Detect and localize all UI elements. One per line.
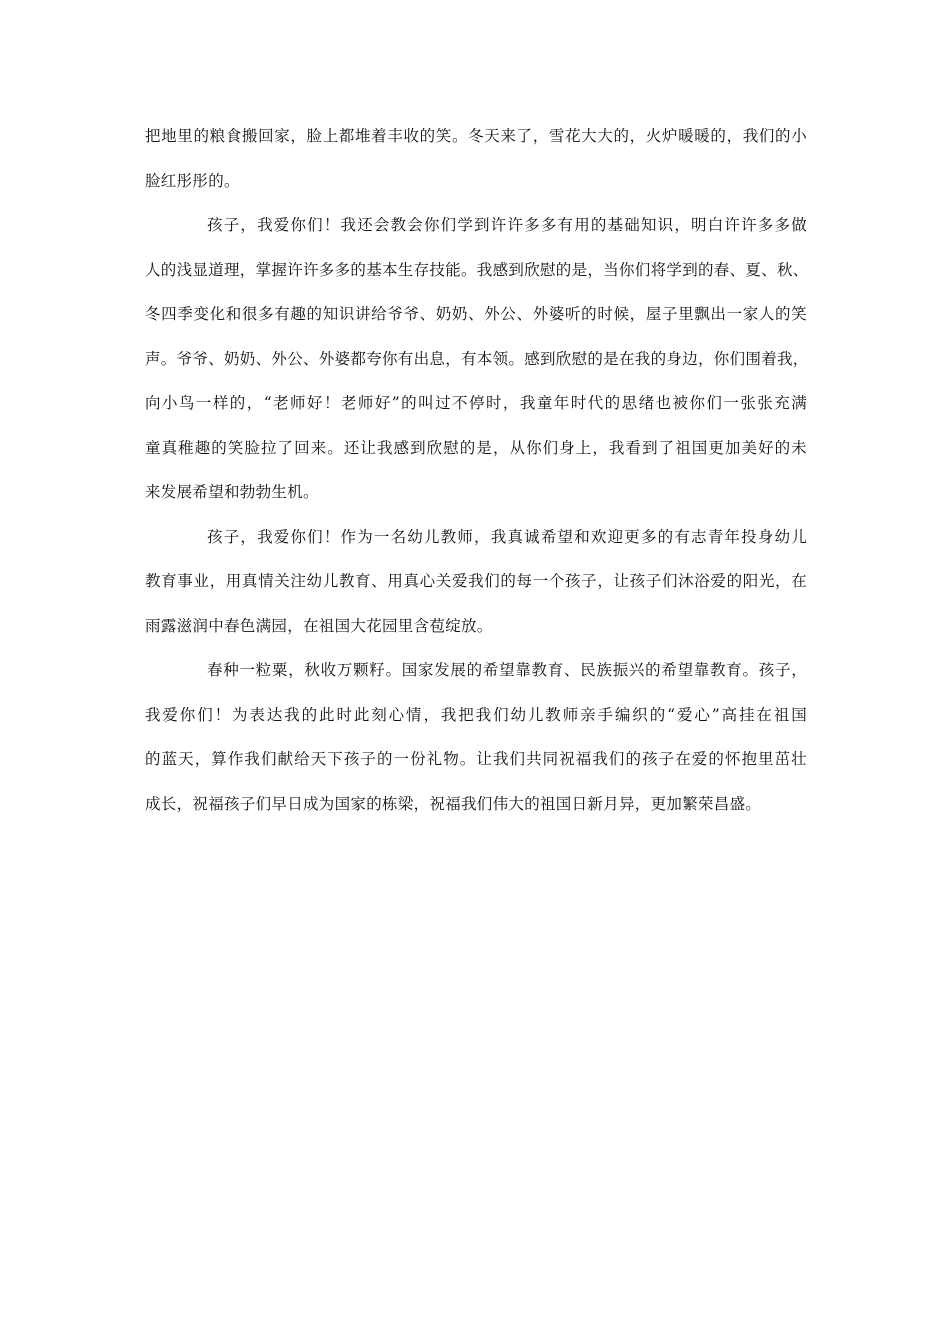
paragraph-1 [145, 120, 807, 209]
paragraph-4 [145, 654, 807, 832]
text-line: 声。爷爷、奶奶、外公、外婆都夸你有出息，有本领。感到欣慰的是在我的身边，你们围着我， [145, 349, 809, 368]
document-body [145, 120, 807, 832]
text-line: 的蓝天，算作我们献给天下孩子的一份礼物。让我们共同祝福我们的孩子在爱的怀抱里茁壮 [145, 750, 807, 768]
text-line: 把地里的粮食搬回家，脸上都堆着丰收的笑。冬天来了，雪花大大的，火炉暖暖的，我们的小 [145, 127, 807, 145]
text-line: 春种一粒粟，秋收万颗籽。国家发展的希望靠教育、民族振兴的希望靠教育。孩子， [207, 661, 807, 679]
text-line: 孩子，我爱你们！我还会教会你们学到许许多多有用的基础知识，明白许许多多做 [207, 216, 807, 234]
text-line: 成长，祝福孩子们早日成为国家的栋梁，祝福我们伟大的祖国日新月异，更加繁荣昌盛。 [145, 794, 762, 813]
text-line: 童真稚趣的笑脸拉了回来。还让我感到欣慰的是，从你们身上，我看到了祖国更加美好的未 [145, 438, 807, 457]
text-line: 来发展希望和勃勃生机。 [145, 483, 319, 501]
paragraph-3 [145, 521, 807, 655]
text-line: 脸红彤彤的。 [145, 171, 240, 190]
paragraph-2 [145, 209, 807, 521]
text-line: 人的浅显道理，掌握许许多多的基本生存技能。我感到欣慰的是，当你们将学到的春、夏、秋、 [145, 260, 809, 279]
text-line: 孩子，我爱你们！作为一名幼儿教师，我真诚希望和欢迎更多的有志青年投身幼儿 [207, 527, 807, 546]
text-line: 向小鸟一样的，“老师好！老师好”的叫过不停时，我童年时代的思绪也被你们一张张充满 [145, 394, 807, 412]
text-line: 冬四季变化和很多有趣的知识讲给爷爷、奶奶、外公、外婆听的时候，屋子里飘出一家人的笑 [145, 305, 807, 323]
text-line: 我爱你们！为表达我的此时此刻心情，我把我们幼儿教师亲手编织的“爱心”高挂在祖国 [145, 705, 807, 724]
text-line: 教育事业，用真情关注幼儿教育、用真心关爱我们的每一个孩子，让孩子们沐浴爱的阳光，在 [145, 572, 807, 590]
text-line: 雨露滋润中春色满园，在祖国大花园里含苞绽放。 [145, 616, 493, 635]
